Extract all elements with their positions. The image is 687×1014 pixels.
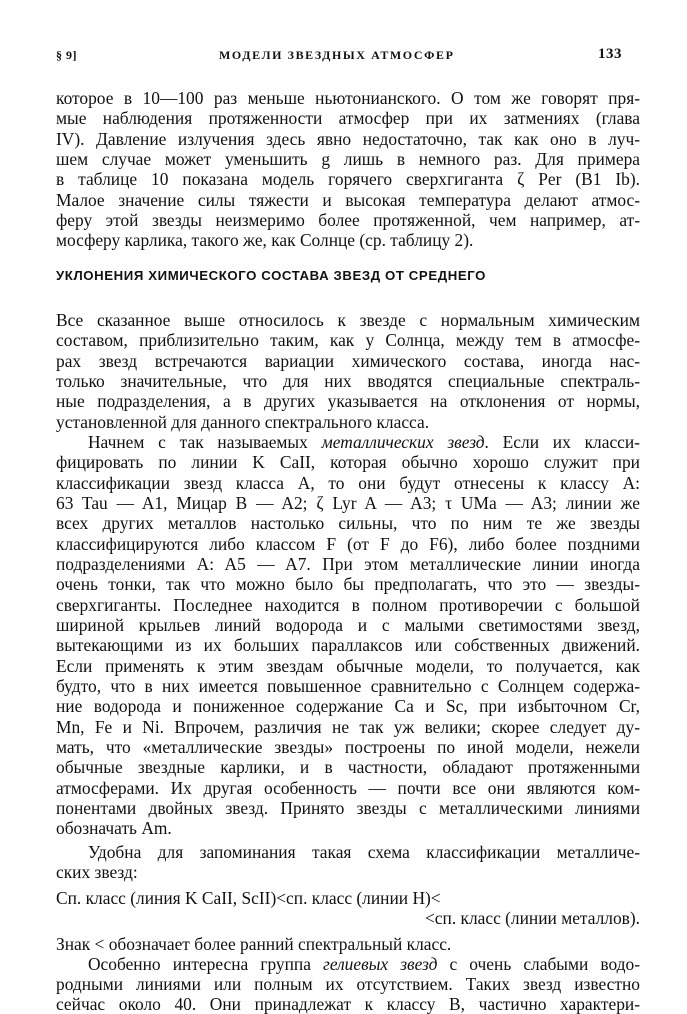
helium-stars-term: гелиевых звезд <box>323 954 438 974</box>
para3-line: классифицируются либо классом F (от F до F6), либо более поздними <box>56 534 640 554</box>
para3-line: Mn, Fe и Ni. Впрочем, различия не так уж велики; скорее следует ду- <box>56 717 640 737</box>
para1-line: которое в 10—100 раз меньше ньютонианского. О том же говорят пря- <box>56 88 640 108</box>
para3-line: обозначать Am. <box>56 818 172 838</box>
para3-line: ние водорода и пониженное содержание Ca и Sc, при избыточном Cr, <box>56 696 640 716</box>
para4-line: Удобна для запоминания такая схема классификации металличе- <box>88 842 640 862</box>
para3-line: фицировать по линии K CaII, которая обычно хорошо служит при <box>56 452 640 472</box>
para3-line: очень тонки, так что можно было бы предполагать, что это — звезды- <box>56 574 640 594</box>
para2-line: установленной для данного спектрального класса. <box>56 412 430 432</box>
para2-line: ные подразделения, а в других указывается на отклонения от нормы, <box>56 391 640 411</box>
para5-lead-end: с очень слабыми водо- <box>437 954 640 974</box>
para3-line: сверхгиганты. Последнее находится в полном противоречии с большой <box>56 595 640 615</box>
formula-note: Знак < обозначает более ранний спектральный класс. <box>56 934 452 954</box>
para1-line: в таблице 10 показана модель горячего сверхгиганта ζ Per (B1 Ib). <box>56 169 640 189</box>
para3-line: будто, что в них имеется повышенное сравнительно с Солнцем содержа- <box>56 676 640 696</box>
section-heading: УКЛОНЕНИЯ ХИМИЧЕСКОГО СОСТАВА ЗВЕЗД ОТ СРЕДНЕГО <box>56 268 486 283</box>
metallic-stars-term: металлических звезд <box>321 432 485 452</box>
para1-line: феру этой звезды неизмеримо более протяженной, чем например, ат- <box>56 210 640 230</box>
para3-line: вытекающими из их больших параллаксов или собственных движений. <box>56 635 640 655</box>
para3-line: понентами двойных звезд. Принято звезды с металлическими линиями <box>56 798 640 818</box>
para3-line: обычные звездные карлики, и в частности, обладают протяженными <box>56 757 640 777</box>
para3-line: классификации звезд класса A, то они будут отнесены к классу A: <box>56 473 640 493</box>
para5-line: родными линиями или полным их отсутствием. Таких звезд известно <box>56 974 640 994</box>
para5-first-line <box>56 954 640 974</box>
para3-line: 63 Tau — A1, Мицар B — A2; ζ Lyr A — A3; τ UMa — A3; линии же <box>56 493 640 513</box>
para1-line: мосферу карлика, такого же, как Солнце (ср. таблицу 2). <box>56 230 474 250</box>
classification-formula-line2: <сп. класс (линии металлов). <box>424 908 640 928</box>
para3-line: всех других металлов настолько сильны, что по ним те же звезды <box>56 513 640 533</box>
para5-line: сейчас около 40. Они принадлежат к классу B, частично характери- <box>56 994 640 1014</box>
para3-first-line <box>56 432 640 452</box>
para3-lead-end: . Если их класси- <box>484 432 640 452</box>
para1-line: мые наблюдения протяженности атмосфер при их затмениях (глава <box>56 108 640 128</box>
section-marker: § 9] <box>56 48 77 62</box>
para3-line: атмосферами. Их другая особенность — почти все они являются ком- <box>56 778 640 798</box>
para2-line: рах звезд встречаются вариации химического состава, иногда нас- <box>56 351 640 371</box>
para1-line: шем случае может уменьшить g лишь в немного раз. Для примера <box>56 149 640 169</box>
para1-line: Малое значение силы тяжести и высокая температура делают атмос- <box>56 190 640 210</box>
para3-line: мать, что «металлические звезды» построены по иной модели, нежели <box>56 737 640 757</box>
para4-line: ских звезд: <box>56 862 138 882</box>
para3-line: шириной крыльев линий водорода и с малыми светимостями звезд, <box>56 615 640 635</box>
para2-line: Все сказанное выше относилось к звезде с нормальным химическим <box>56 310 640 330</box>
page-number: 133 <box>598 46 622 62</box>
para3-lead: Начнем с так называемых <box>88 432 322 452</box>
para3-line: Если применять к этим звездам обычные модели, то получается, как <box>56 656 640 676</box>
para5-lead: Особенно интересна группа <box>88 954 324 974</box>
running-title: МОДЕЛИ ЗВЕЗДНЫХ АТМОСФЕР <box>219 48 455 62</box>
para3-line: подразделениями A: A5 — A7. При этом металлические линии иногда <box>56 554 640 574</box>
para2-line: только значительные, что для них вводятся специальные спектраль- <box>56 371 640 391</box>
para2-line: составом, приблизительно таким, как у Солнца, между тем в атмосфе- <box>56 330 640 350</box>
para1-line: IV). Давление излучения здесь явно недостаточно, так как оно в луч- <box>56 129 640 149</box>
classification-formula-line1: Сп. класс (линия K CaII, ScII)<сп. класс (линии H)< <box>56 888 441 908</box>
